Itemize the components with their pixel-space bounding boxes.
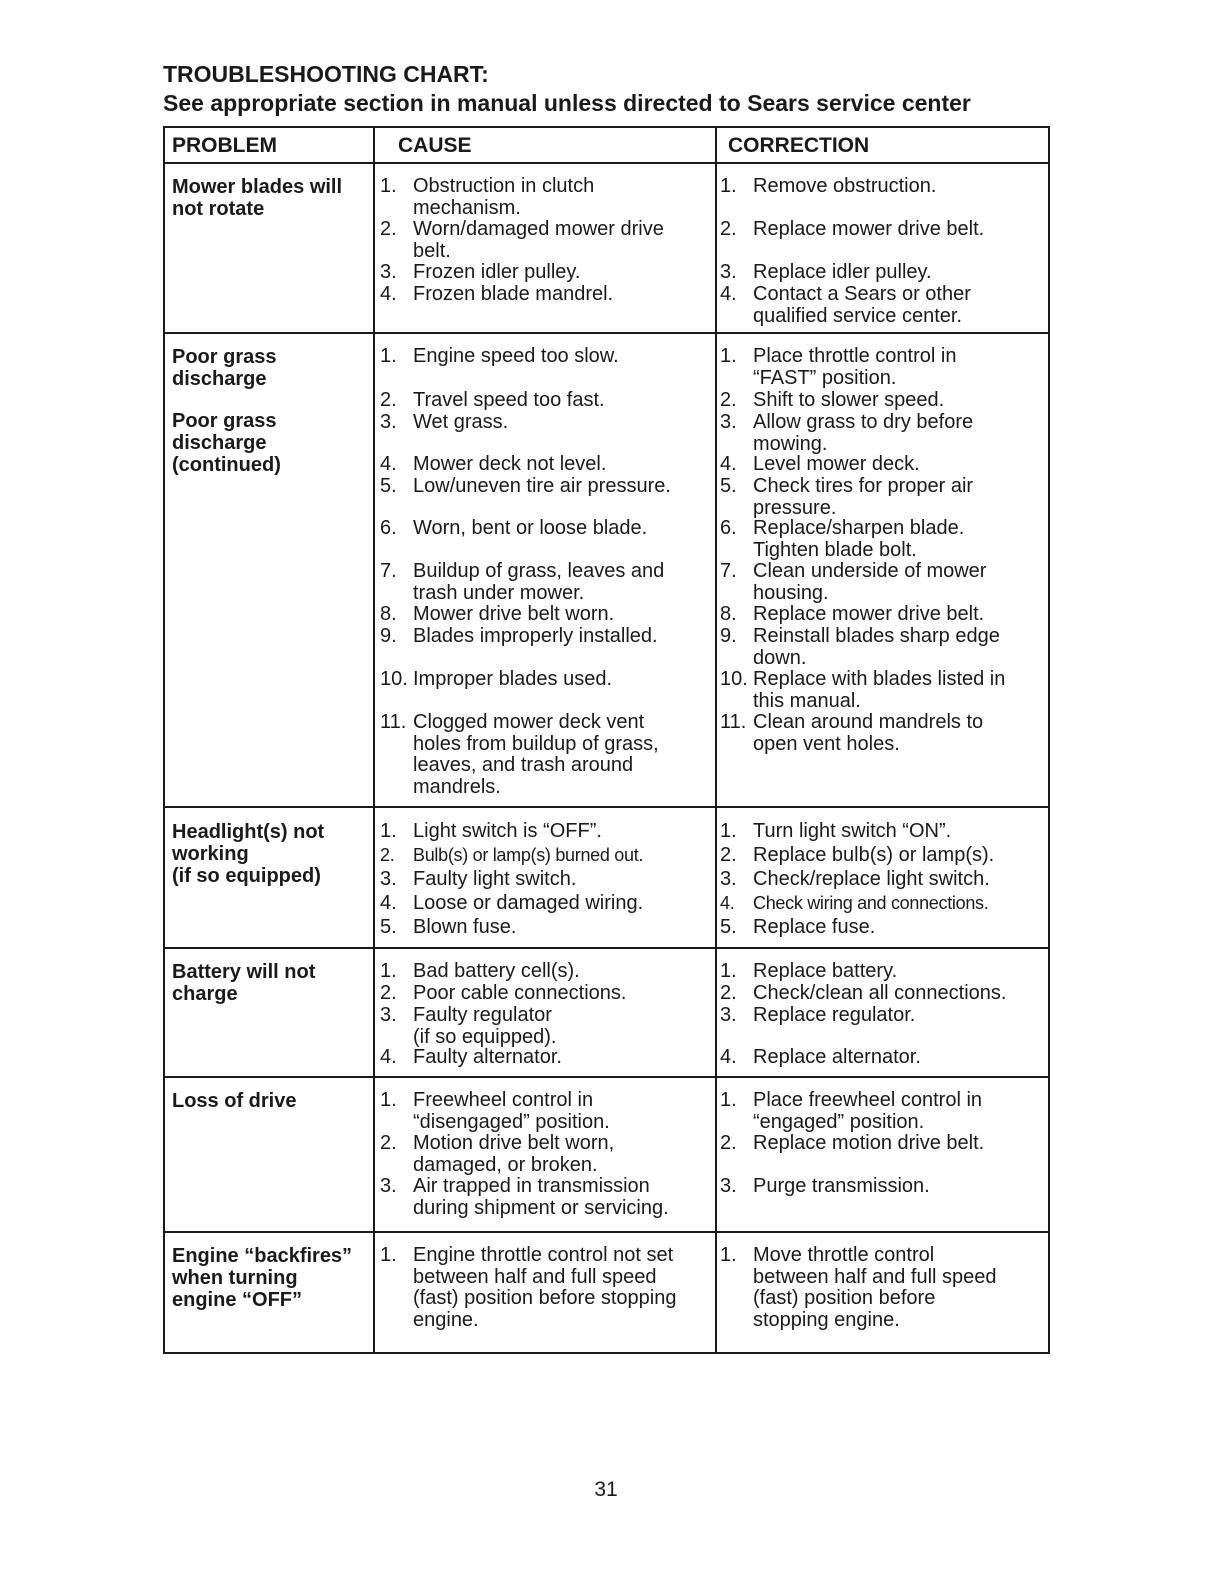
item-line: Check tires for proper air (753, 475, 974, 497)
item-text (413, 869, 576, 891)
item-number: 4. (380, 283, 397, 305)
item-line: Replace mower drive belt. (753, 218, 985, 240)
column-header-correction: CORRECTION (728, 134, 870, 157)
item-line: Replace battery. (753, 960, 898, 982)
item-line: Mower drive belt worn. (413, 603, 615, 625)
problem-cell (172, 821, 372, 887)
item-text (413, 561, 664, 604)
item-line: Replace idler pulley. (753, 261, 932, 283)
item-text (753, 518, 964, 561)
problem-cell (172, 1245, 372, 1311)
item-text (753, 412, 973, 455)
item-text (413, 712, 659, 798)
item-text (753, 983, 1006, 1005)
item-text (413, 1090, 610, 1133)
item-number: 3. (380, 1004, 397, 1026)
item-text (753, 476, 973, 519)
item-line: Worn, bent or loose blade. (413, 517, 648, 539)
item-number: 3. (720, 1004, 737, 1026)
problem-cell (172, 346, 372, 390)
item-line: Level mower deck. (753, 453, 920, 475)
item-line: Replace regulator. (753, 1004, 916, 1026)
item-line: Bad battery cell(s). (413, 960, 580, 982)
item-text (413, 262, 580, 284)
item-line: Check/clean all connections. (753, 982, 1007, 1004)
item-text (413, 454, 606, 476)
item-line: Travel speed too fast. (413, 389, 605, 411)
problem-line: engine “OFF” (172, 1289, 302, 1311)
item-line: trash under mower. (413, 581, 585, 604)
item-line: stopping engine. (753, 1308, 900, 1331)
item-number: 4. (720, 453, 737, 475)
item-number: 3. (380, 261, 397, 283)
item-number: 1. (380, 960, 397, 982)
item-number: 5. (380, 475, 397, 497)
item-number: 2. (720, 389, 737, 411)
item-text (753, 454, 920, 476)
problem-cell (172, 176, 372, 220)
item-number: 6. (720, 517, 737, 539)
item-line: during shipment or servicing. (413, 1196, 669, 1219)
item-line: Bulb(s) or lamp(s) burned out. (413, 845, 644, 865)
item-number: 8. (720, 603, 737, 625)
problem-line: discharge (172, 368, 267, 390)
item-line: Mower deck not level. (413, 453, 607, 475)
problem-line: Engine “backfires” (172, 1245, 353, 1267)
item-text (753, 917, 875, 939)
item-number: 2. (380, 218, 397, 240)
item-number: 1. (380, 820, 397, 842)
item-text (753, 1133, 984, 1155)
item-line: Replace mower drive belt. (753, 603, 985, 625)
item-line: “FAST” position. (753, 366, 897, 389)
item-number: 1. (720, 175, 737, 197)
column-divider (715, 128, 717, 1352)
item-text (413, 284, 613, 306)
problem-line: when turning (172, 1267, 298, 1289)
item-number: 1. (720, 820, 737, 842)
item-text (413, 821, 602, 843)
item-text (753, 869, 990, 891)
row-divider (165, 332, 1048, 334)
item-line: belt. (413, 239, 451, 262)
item-line: Reinstall blades sharp edge (753, 625, 1000, 647)
item-text (753, 961, 897, 983)
item-line: Replace bulb(s) or lamp(s). (753, 844, 995, 866)
item-line: Purge transmission. (753, 1175, 930, 1197)
item-line: between half and full speed (753, 1265, 997, 1288)
item-number: 3. (380, 411, 397, 433)
item-number: 2. (720, 982, 737, 1004)
item-line: Engine throttle control not set (413, 1244, 674, 1266)
item-line: Worn/damaged mower drive (413, 218, 664, 240)
item-text (753, 1245, 997, 1331)
problem-line: Poor grass (172, 346, 277, 368)
item-number: 2. (720, 1132, 737, 1154)
problem-line: (if so equipped) (172, 865, 321, 887)
item-line: Frozen idler pulley. (413, 261, 581, 283)
problem-cell (172, 961, 372, 1005)
item-line: down. (753, 646, 807, 669)
item-text (753, 893, 988, 915)
item-line: Blown fuse. (413, 916, 517, 938)
item-line: (fast) position before stopping (413, 1287, 677, 1309)
chart-subtitle: See appropriate section in manual unless directed to Sears service center (163, 90, 971, 116)
row-divider (165, 162, 1048, 164)
item-number: 2. (380, 982, 397, 1004)
item-text (413, 845, 643, 867)
item-text (753, 1176, 930, 1198)
item-text (753, 1047, 921, 1069)
item-text (753, 390, 944, 412)
item-text (753, 821, 951, 843)
item-line: Clogged mower deck vent (413, 711, 645, 733)
item-line: Wet grass. (413, 411, 509, 433)
item-number: 3. (380, 868, 397, 890)
item-number: 8. (380, 603, 397, 625)
item-number: 1. (380, 345, 397, 367)
item-line: Replace/sharpen blade. (753, 517, 965, 539)
item-number: 2. (720, 218, 737, 240)
item-line: Remove obstruction. (753, 175, 937, 197)
page-number: 31 (594, 1478, 618, 1501)
item-line: Place throttle control in (753, 345, 957, 367)
item-line: this manual. (753, 689, 861, 712)
item-text (413, 669, 612, 691)
item-line: Motion drive belt worn, (413, 1132, 615, 1154)
problem-line: not rotate (172, 198, 265, 220)
item-line: Replace fuse. (753, 916, 876, 938)
item-text (413, 893, 643, 915)
item-number: 10. (720, 668, 748, 690)
item-line: Move throttle control (753, 1244, 935, 1266)
item-line: Blades improperly installed. (413, 625, 658, 647)
item-line: Replace alternator. (753, 1046, 921, 1068)
item-text (753, 845, 994, 867)
item-line: Improper blades used. (413, 668, 613, 690)
problem-line: Mower blades will (172, 176, 343, 198)
item-line: Faulty light switch. (413, 868, 577, 890)
item-number: 1. (720, 345, 737, 367)
item-number: 1. (380, 1244, 397, 1266)
item-line: Allow grass to dry before (753, 411, 974, 433)
item-text (753, 1005, 915, 1027)
item-line: Engine speed too slow. (413, 345, 619, 367)
item-line: Clean around mandrels to (753, 711, 984, 733)
item-line: (if so equipped). (413, 1025, 557, 1048)
row-divider (165, 1231, 1048, 1233)
item-line: Tighten blade bolt. (753, 538, 917, 561)
item-number: 11. (720, 711, 747, 733)
item-text (413, 983, 626, 1005)
item-line: mechanism. (413, 196, 521, 219)
item-line: between half and full speed (413, 1265, 657, 1288)
item-number: 3. (720, 411, 737, 433)
item-line: Frozen blade mandrel. (413, 283, 614, 305)
item-number: 3. (720, 1175, 737, 1197)
item-text (413, 1047, 562, 1069)
item-number: 1. (720, 1244, 737, 1266)
item-line: Loose or damaged wiring. (413, 892, 644, 914)
item-line: leaves, and trash around (413, 754, 634, 776)
item-number: 9. (720, 625, 737, 647)
item-text (753, 262, 932, 284)
item-text (413, 219, 664, 262)
column-divider (373, 128, 375, 1352)
item-text (753, 176, 936, 198)
item-number: 7. (720, 560, 737, 582)
item-number: 4. (380, 1046, 397, 1068)
item-number: 3. (720, 261, 737, 283)
item-line: damaged, or broken. (413, 1153, 598, 1176)
item-text (413, 1005, 556, 1048)
item-text (753, 669, 1005, 712)
item-number: 4. (380, 892, 397, 914)
item-text (413, 917, 516, 939)
problem-cell (172, 1090, 372, 1112)
item-text (753, 1090, 982, 1133)
item-line: Replace motion drive belt. (753, 1132, 985, 1154)
problem-line: working (172, 843, 249, 865)
item-number: 3. (380, 1175, 397, 1197)
problem-line: (continued) (172, 454, 281, 476)
item-line: Check wiring and connections. (753, 893, 989, 913)
item-text (413, 476, 671, 498)
item-line: Faulty regulator (413, 1004, 552, 1026)
item-text (413, 1176, 669, 1219)
item-line: housing. (753, 581, 829, 604)
item-number: 5. (720, 916, 737, 938)
item-line: “engaged” position. (753, 1110, 925, 1133)
row-divider (165, 1076, 1048, 1078)
problem-line: discharge (172, 432, 267, 454)
item-line: open vent holes. (753, 732, 900, 755)
column-header-cause: CAUSE (398, 134, 472, 157)
problem-line: Battery will not (172, 961, 316, 983)
column-header-problem: PROBLEM (172, 134, 277, 157)
item-line: engine. (413, 1308, 479, 1331)
item-line: Buildup of grass, leaves and (413, 560, 665, 582)
item-line: mandrels. (413, 775, 501, 798)
problem-line: charge (172, 983, 238, 1005)
item-text (413, 176, 594, 219)
item-number: 4. (720, 893, 735, 913)
item-text (413, 1133, 614, 1176)
item-number: 1. (380, 175, 397, 197)
item-line: qualified service center. (753, 304, 963, 327)
item-line: Contact a Sears or other (753, 283, 971, 305)
item-number: 1. (720, 1089, 737, 1111)
item-number: 7. (380, 560, 397, 582)
item-number: 2. (380, 389, 397, 411)
item-number: 5. (720, 475, 737, 497)
item-number: 2. (720, 844, 737, 866)
item-line: “disengaged” position. (413, 1110, 610, 1133)
item-number: 5. (380, 916, 397, 938)
item-text (753, 626, 1000, 669)
item-line: Freewheel control in (413, 1089, 594, 1111)
item-line: mowing. (753, 432, 828, 455)
item-text (413, 518, 647, 540)
item-line: Turn light switch “ON”. (753, 820, 952, 842)
item-line: Shift to slower speed. (753, 389, 945, 411)
row-divider (165, 806, 1048, 808)
item-line: holes from buildup of grass, (413, 732, 659, 755)
item-number: 4. (380, 453, 397, 475)
item-line: (fast) position before (753, 1287, 936, 1309)
problem-line: Poor grass (172, 410, 277, 432)
item-text (413, 1245, 677, 1331)
item-number: 11. (380, 711, 407, 733)
page-heading (163, 60, 1063, 118)
item-line: Light switch is “OFF”. (413, 820, 602, 842)
item-text (753, 284, 971, 327)
row-divider (165, 947, 1048, 949)
problem-cell-continued (172, 410, 372, 476)
item-text (413, 961, 580, 983)
item-text (413, 390, 605, 412)
item-text (753, 604, 984, 626)
item-line: Clean underside of mower (753, 560, 987, 582)
item-line: Check/replace light switch. (753, 868, 990, 890)
item-number: 1. (720, 960, 737, 982)
item-text (753, 561, 986, 604)
item-number: 10. (380, 668, 408, 690)
chart-title: TROUBLESHOOTING CHART: (163, 61, 489, 87)
item-number: 4. (720, 1046, 737, 1068)
item-text (413, 626, 658, 648)
item-number: 3. (720, 868, 737, 890)
item-line: Replace with blades listed in (753, 668, 1006, 690)
item-line: Obstruction in clutch (413, 175, 595, 197)
item-number: 2. (380, 845, 395, 865)
problem-line: Headlight(s) not (172, 821, 325, 843)
item-text (753, 219, 984, 241)
item-number: 6. (380, 517, 397, 539)
item-line: Low/uneven tire air pressure. (413, 475, 671, 497)
item-text (413, 346, 619, 368)
item-line: Poor cable connections. (413, 982, 627, 1004)
troubleshooting-table (163, 126, 1050, 1354)
item-text (753, 712, 983, 755)
item-number: 4. (720, 283, 737, 305)
item-line: Faulty alternator. (413, 1046, 562, 1068)
problem-line: Loss of drive (172, 1090, 297, 1112)
item-text (413, 412, 508, 434)
item-number: 2. (380, 1132, 397, 1154)
item-text (413, 604, 614, 626)
item-line: pressure. (753, 496, 837, 519)
item-text (753, 346, 956, 389)
item-number: 9. (380, 625, 397, 647)
item-line: Place freewheel control in (753, 1089, 983, 1111)
item-number: 1. (380, 1089, 397, 1111)
item-line: Air trapped in transmission (413, 1175, 650, 1197)
